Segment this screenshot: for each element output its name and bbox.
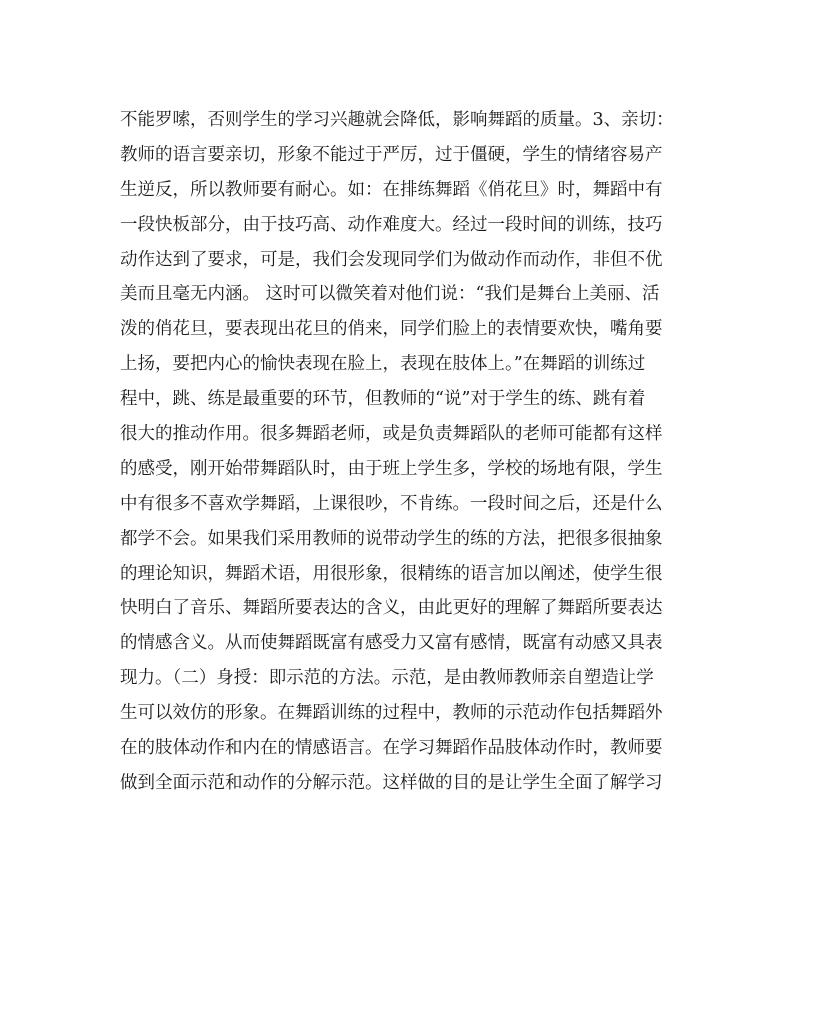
- text-line: 动作达到了要求，可是，我们会发现同学们为做动作而动作，非但不优: [120, 249, 663, 270]
- text-line: 都学不会。如果我们采用教师的说带动学生的练的方法，把很多很抽象: [120, 528, 663, 549]
- text-line: 的感受，刚开始带舞蹈队时，由于班上学生多，学校的场地有限，学生: [120, 458, 663, 479]
- text-line: 程中，跳、练是最重要的环节，但教师的“说”对于学生的练、跳有着: [120, 389, 646, 410]
- text-line: 很大的推动作用。很多舞蹈老师，或是负责舞蹈队的老师可能都有这样: [120, 424, 663, 445]
- text-line: 生可以效仿的形象。在舞蹈训练的过程中，教师的示范动作包括舞蹈外: [120, 703, 663, 724]
- text-line: 的情感含义。从而使舞蹈既富有感受力又富有感情，既富有动感又具表: [120, 633, 663, 654]
- text-line: 现力。（二）身授：即示范的方法。示范，是由教师教师亲自塑造让学: [120, 668, 654, 689]
- text-line: 快明白了音乐、舞蹈所要表达的含义，由此更好的理解了舞蹈所要表达: [120, 598, 663, 619]
- text-line: 一段快板部分，由于技巧高、动作难度大。经过一段时间的训练，技巧: [120, 214, 663, 235]
- text-line: 做到全面示范和动作的分解示范。这样做的目的是让学生全面了解学习: [120, 772, 663, 793]
- text-line: 美而且毫无内涵。 这时可以微笑着对他们说：“我们是舞台上美丽、活: [120, 284, 660, 305]
- text-line: 生逆反，所以教师要有耐心。如：在排练舞蹈《俏花旦》时，舞蹈中有: [120, 179, 663, 200]
- text-line: 教师的语言要亲切，形象不能过于严厉，过于僵硬，学生的情绪容易产: [120, 144, 663, 165]
- body-text: [120, 103, 700, 801]
- text-line: 中有很多不喜欢学舞蹈，上课很吵，不肯练。一段时间之后，还是什么: [120, 493, 663, 514]
- text-line: 上扬，要把内心的愉快表现在脸上，表现在肢体上。”在舞蹈的训练过: [120, 354, 646, 375]
- text-line: 不能罗嗦，否则学生的学习兴趣就会降低，影响舞蹈的质量。3、亲切：: [120, 110, 674, 130]
- text-line: 的理论知识，舞蹈术语，用很形象，很精练的语言加以阐述，使学生很: [120, 563, 663, 584]
- text-line: 泼的俏花旦，要表现出花旦的俏来，同学们脸上的表情要欢快，嘴角要: [120, 319, 663, 340]
- text-line: 在的肢体动作和内在的情感语言。在学习舞蹈作品肢体动作时，教师要: [120, 738, 663, 759]
